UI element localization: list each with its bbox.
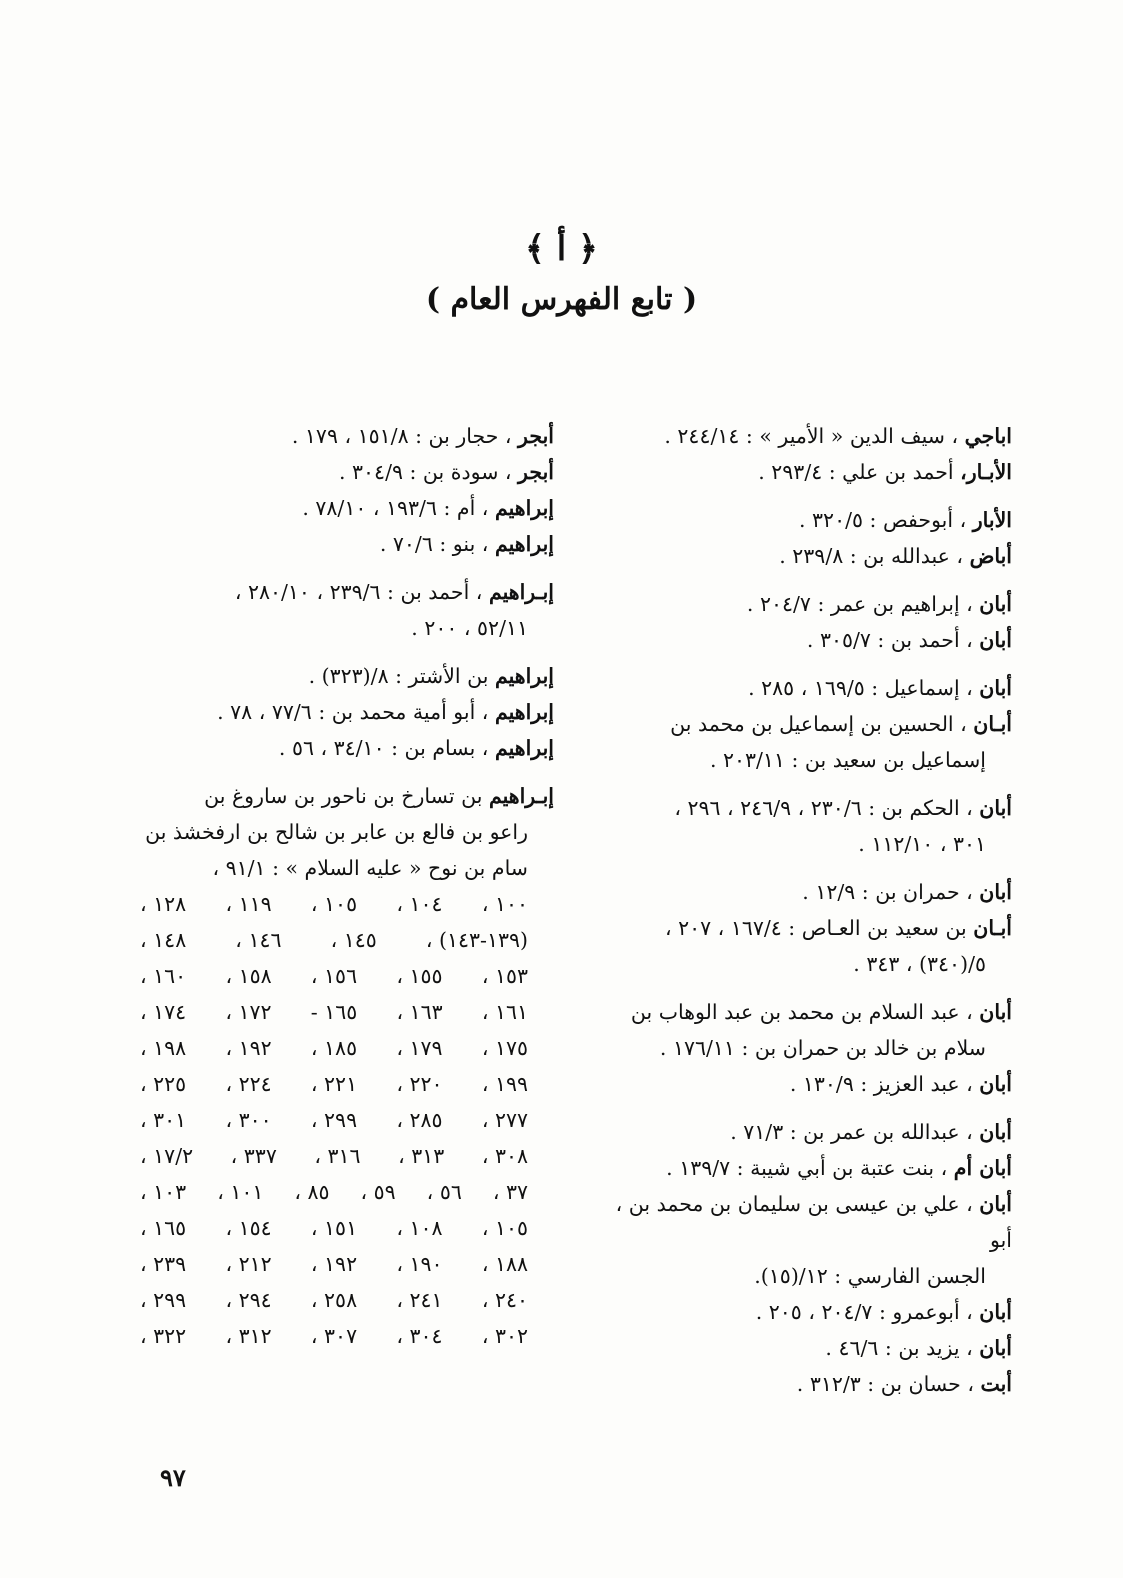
index-entry — [140, 418, 554, 454]
entry-text: ، حسان بن : ٣١٢/٣ . — [796, 1372, 981, 1396]
entry-head: أبجر — [518, 424, 554, 448]
page-reference: ٢٥٨ ، — [310, 1288, 358, 1312]
index-entry — [592, 1366, 1012, 1402]
page-reference: ٥٩ ، — [360, 1180, 396, 1204]
index-entry — [592, 874, 1012, 910]
entry-head: أبـان — [973, 712, 1012, 736]
entry-head: أبان — [979, 796, 1012, 820]
page-reference: ٢٧٧ ، — [481, 1108, 528, 1132]
entry-head: أبجر — [518, 460, 554, 484]
entry-text: ، بنت عتبة بن أبي شيبة : ١٣٩/٧ . — [666, 1156, 954, 1180]
page-reference: ١٨٥ ، — [310, 1036, 358, 1060]
entry-continuation: الجسن الفارسي : ١٢/(١٥). — [754, 1264, 986, 1288]
entry-text: ، بنو : ٧٠/٦ . — [379, 532, 495, 556]
entry-head: إبراهيم — [494, 736, 554, 760]
page-reference: ٨٥ ، — [294, 1180, 330, 1204]
page-reference-row — [140, 1174, 528, 1210]
index-entry — [592, 454, 1012, 490]
entry-text: ، حمران بن : ١٢/٩ . — [802, 880, 980, 904]
entry-text: بن سعيد بن العـاص : ١٦٧/٤ ، ٢٠٧ ، — [664, 916, 974, 940]
entry-head: أبان — [979, 1120, 1012, 1144]
page-reference-row — [140, 1030, 528, 1066]
page-reference: ١٦١ ، — [481, 1000, 528, 1024]
entry-head: إبراهيم — [494, 532, 554, 556]
index-subtitle: ( تابع الفهرس العام ) — [425, 282, 698, 317]
entry-text: ، عبدالله بن : ٢٣٩/٨ . — [779, 544, 970, 568]
page-reference-row — [140, 922, 528, 958]
page-reference: ١٧٢ ، — [225, 1000, 272, 1024]
index-entry — [592, 418, 1012, 454]
entry-head: الأبار — [972, 508, 1012, 532]
index-entry — [592, 1186, 1012, 1294]
entry-head: إبـراهيم — [488, 784, 554, 808]
page-reference: ١٤٥ ، — [330, 928, 377, 952]
entry-text: ، حجار بن : ١٥١/٨ ، ١٧٩ . — [291, 424, 519, 448]
page-reference-row — [140, 958, 528, 994]
page-reference-row — [140, 1282, 528, 1318]
page-reference: ١٧٩ ، — [396, 1036, 443, 1060]
page-reference: ١٧٤ ، — [140, 1000, 187, 1024]
entry-head: إبـراهيم — [488, 580, 554, 604]
page-reference: ٢٢٠ ، — [396, 1072, 443, 1096]
entry-text: ، إبراهيم بن عمر : ٢٠٤/٧ . — [746, 592, 980, 616]
entry-head: إبراهيم — [494, 496, 554, 520]
page-reference: ١٢٨ ، — [140, 892, 187, 916]
page-reference: ١٥٥ ، — [396, 964, 443, 988]
entry-head: أبان — [979, 592, 1012, 616]
page-reference: ٢٣٩ ، — [140, 1252, 187, 1276]
entry-head: أبان أم — [953, 1156, 1012, 1180]
index-entry — [140, 526, 554, 562]
page-number: ٩٧ — [160, 1463, 186, 1492]
entry-text: ، إسماعيل : ١٦٩/٥ ، ٢٨٥ . — [748, 676, 980, 700]
entry-continuation: ٣٠١ ، ١١٢/١٠ . — [858, 832, 986, 856]
page-reference: ١٦٥ - — [310, 1000, 358, 1024]
index-entry — [592, 790, 1012, 862]
entry-head: إبراهيم — [494, 700, 554, 724]
entry-text: ، يزيد بن : ٤٦/٦ . — [825, 1336, 980, 1360]
index-entry — [140, 454, 554, 490]
entry-text: ، علي بن عيسى بن سليمان بن محمد بن ، أبو — [615, 1192, 1012, 1252]
page-reference: ١١٩ ، — [225, 892, 272, 916]
entry-text: ، أحمد بن : ٢٣٩/٦ ، ٢٨٠/١٠ ، — [234, 580, 489, 604]
page-reference: ١٩٩ ، — [481, 1072, 528, 1096]
index-column-right — [592, 418, 1012, 1402]
index-entry-long — [140, 778, 554, 1354]
page-reference: ١٩٨ ، — [140, 1036, 187, 1060]
page-reference-row — [140, 1318, 528, 1354]
entry-text: ، أبو أمية محمد بن : ٧٧/٦ ، ٧٨ . — [217, 700, 495, 724]
page-reference: ١٠٨ ، — [396, 1216, 443, 1240]
page-reference: ١٥٤ ، — [225, 1216, 272, 1240]
entry-text: ، أبوحفص : ٣٢٠/٥ . — [799, 508, 973, 532]
index-entry — [592, 502, 1012, 538]
index-entry — [592, 994, 1012, 1066]
page-reference: ٢٩٩ ، — [310, 1108, 358, 1132]
page-reference: ٢٩٤ ، — [225, 1288, 272, 1312]
index-column-left — [140, 418, 554, 1354]
entry-text: ، الحسين بن إسماعيل بن محمد بن — [670, 712, 974, 736]
entry-continuation: ٥٢/١١ ، ٢٠٠ . — [411, 616, 528, 640]
page-reference: ٢٩٩ ، — [140, 1288, 187, 1312]
index-entry — [140, 490, 554, 526]
page-reference: ٣٢٢ ، — [140, 1324, 187, 1348]
page-reference-row — [140, 994, 528, 1030]
index-entry — [592, 1150, 1012, 1186]
page-reference: ٥٦ ، — [426, 1180, 462, 1204]
index-entry — [140, 658, 554, 694]
page-reference: ١٧٥ ، — [481, 1036, 528, 1060]
page-reference: ٣٠٨ ، — [481, 1144, 528, 1168]
entry-head: أبان — [979, 1000, 1012, 1024]
page-reference: ٣٠٢ ، — [481, 1324, 528, 1348]
entry-head: أبان — [979, 676, 1012, 700]
index-entry — [592, 910, 1012, 982]
page-reference: ١٠٥ ، — [481, 1216, 528, 1240]
entry-head: أبان — [979, 880, 1012, 904]
entry-text: ، عبد السلام بن محمد بن عبد الوهاب بن — [630, 1000, 980, 1024]
entry-head: أبـان — [973, 916, 1012, 940]
page-reference-row — [140, 1102, 528, 1138]
page-reference-row — [140, 1138, 528, 1174]
page-reference: ٣٠٠ ، — [225, 1108, 272, 1132]
entry-continuation: راعو بن فالع بن عابر بن شالح بن ارفخشذ بن — [145, 820, 528, 844]
entry-head: اباجي — [964, 424, 1012, 448]
page-reference: ١٥١ ، — [310, 1216, 358, 1240]
index-entry — [592, 706, 1012, 778]
page-reference: ١٤٦ ، — [235, 928, 282, 952]
page-reference: ١٧/٢ ، — [140, 1144, 194, 1168]
entry-text: ، سودة بن : ٣٠٤/٩ . — [338, 460, 519, 484]
page-reference: ١٠٤ ، — [396, 892, 443, 916]
page-reference-row — [140, 886, 528, 922]
page-reference: ١٦٥ ، — [140, 1216, 187, 1240]
entry-text: ، عبد العزيز : ١٣٠/٩ . — [789, 1072, 980, 1096]
entry-continuation: إسماعيل بن سعيد بن : ٢٠٣/١١ . — [709, 748, 986, 772]
page-reference: ١٠٥ ، — [310, 892, 358, 916]
page-reference: ١٦٣ ، — [396, 1000, 443, 1024]
index-entry — [592, 538, 1012, 574]
entry-head: أبان — [979, 1336, 1012, 1360]
page-reference: ٢٤٠ ، — [481, 1288, 528, 1312]
page-reference: ١٠١ ، — [217, 1180, 264, 1204]
entry-continuation: ٥/(٣٤٠) ، ٣٤٣ . — [853, 952, 986, 976]
entry-text: بن الأشتر : ٨/(٣٢٣) . — [308, 664, 495, 688]
entry-text: بن تسارخ بن ناحور بن ساروغ بن — [204, 784, 489, 808]
entry-text: ، عبدالله بن عمر بن : ٧١/٣ . — [730, 1120, 980, 1144]
page-reference: ١٩٢ ، — [225, 1036, 272, 1060]
index-entry — [592, 1330, 1012, 1366]
index-entry — [592, 586, 1012, 622]
entry-text: ، أحمد بن : ٣٠٥/٧ . — [806, 628, 980, 652]
page-reference: ١٠٣ ، — [140, 1180, 187, 1204]
page-reference: ١٥٨ ، — [225, 964, 272, 988]
index-entry — [592, 622, 1012, 658]
page-reference: ١٩٠ ، — [396, 1252, 443, 1276]
page-reference: (١٣٩-١٤٣) ، — [425, 928, 528, 952]
entry-head: أبان — [979, 1300, 1012, 1324]
entry-continuation: سلام بن خالد بن حمران بن : ١٧٦/١١ . — [659, 1036, 986, 1060]
page-reference: ٣٣٧ ، — [230, 1144, 277, 1168]
entry-text: ، الحكم بن : ٢٣٠/٦ ، ٢٤٦/٩ ، ٢٩٦ ، — [674, 796, 980, 820]
entry-head: الأبـار، — [960, 460, 1012, 484]
page-reference-row — [140, 1246, 528, 1282]
index-entry — [592, 670, 1012, 706]
entry-head: أبان — [979, 628, 1012, 652]
page-reference-row — [140, 1210, 528, 1246]
page-reference: ٣٧ ، — [492, 1180, 528, 1204]
section-letter-heading: ﴿ أ ﴾ — [525, 229, 598, 269]
page-reference: ١٠٠ ، — [481, 892, 528, 916]
index-entry — [592, 1294, 1012, 1330]
index-entry — [140, 574, 554, 646]
entry-text: ، أم : ١٩٣/٦ ، ٧٨/١٠ . — [302, 496, 495, 520]
page-reference: ٢٤١ ، — [396, 1288, 443, 1312]
entry-head: أباض — [969, 544, 1012, 568]
page-reference-grid — [140, 886, 554, 1354]
page-reference: ١٦٠ ، — [140, 964, 187, 988]
page-reference-row — [140, 1066, 528, 1102]
page-reference: ٢٢١ ، — [310, 1072, 358, 1096]
page-reference: ١٤٨ ، — [140, 928, 187, 952]
page-reference: ١٨٨ ، — [481, 1252, 528, 1276]
page-reference: ٢١٢ ، — [225, 1252, 272, 1276]
entry-continuation: سام بن نوح « عليه السلام » : ٩١/١ ، — [212, 856, 528, 880]
page-reference: ٣٠١ ، — [140, 1108, 187, 1132]
page-reference: ١٥٣ ، — [481, 964, 528, 988]
entry-text: أحمد بن علي : ٢٩٣/٤ . — [758, 460, 961, 484]
entry-text: ، بسام بن : ٣٤/١٠ ، ٥٦ . — [278, 736, 495, 760]
page-reference: ١٥٦ ، — [310, 964, 358, 988]
page-reference: ١٩٢ ، — [310, 1252, 358, 1276]
entry-text: ، أبوعمرو : ٢٠٤/٧ ، ٢٠٥ . — [755, 1300, 980, 1324]
page-reference: ٣١٦ ، — [314, 1144, 361, 1168]
index-entry — [592, 1114, 1012, 1150]
page-reference: ٣١٣ ، — [398, 1144, 445, 1168]
entry-head: أبت — [980, 1372, 1012, 1396]
page-reference: ٢٢٥ ، — [140, 1072, 187, 1096]
page-reference: ٣١٢ ، — [225, 1324, 272, 1348]
page-reference: ٣٠٤ ، — [396, 1324, 443, 1348]
entry-text: ، سيف الدين « الأمير » : ٢٤٤/١٤ . — [664, 424, 965, 448]
page-reference: ٢٨٥ ، — [396, 1108, 443, 1132]
index-entry — [140, 730, 554, 766]
entry-head: أبان — [979, 1192, 1012, 1216]
page-reference: ٣٠٧ ، — [310, 1324, 358, 1348]
entry-head: أبان — [979, 1072, 1012, 1096]
index-entry — [592, 1066, 1012, 1102]
page-reference: ٢٢٤ ، — [225, 1072, 272, 1096]
index-entry — [140, 694, 554, 730]
entry-head: إبراهيم — [494, 664, 554, 688]
